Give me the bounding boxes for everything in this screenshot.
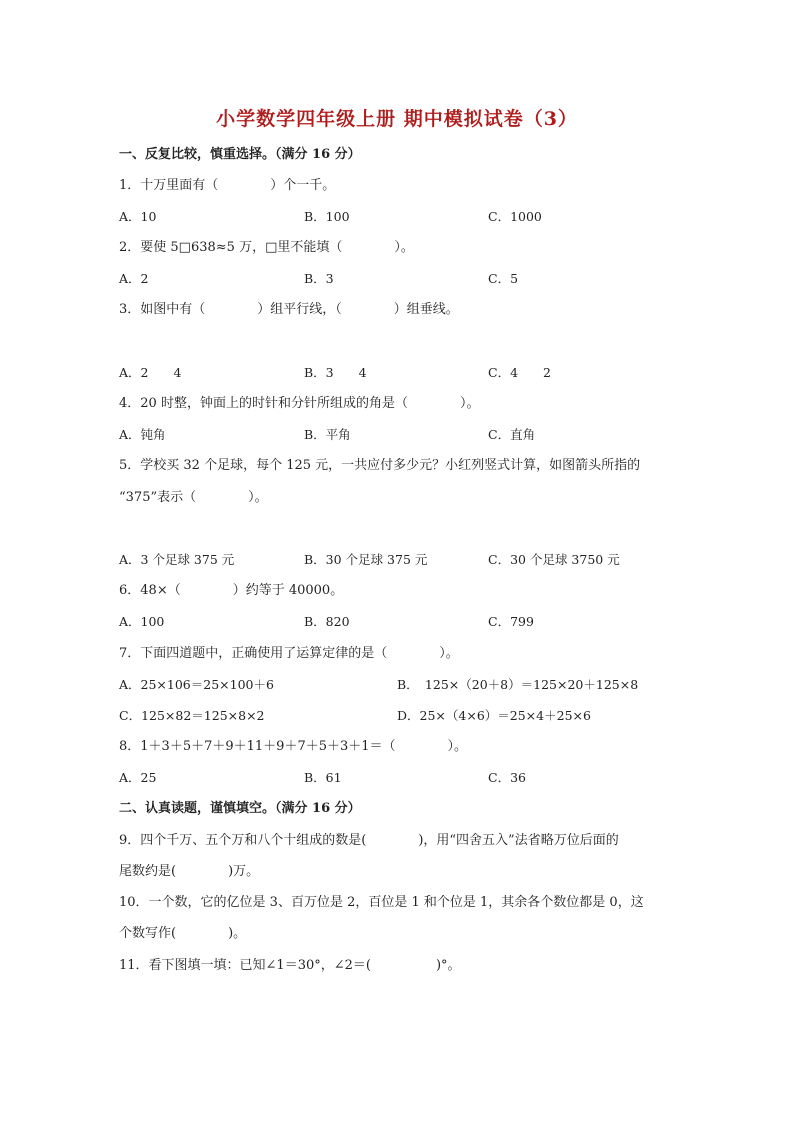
q7-option-b: B． 125×（20＋8）＝125×20＋125×8 <box>397 677 639 692</box>
question-5-line-2: “375”表示（ ）。 <box>119 490 268 505</box>
question-3: 3．如图中有（ ）组平行线，（ ）组垂线。 <box>119 302 459 317</box>
question-9-line-2: 尾数约是( )万。 <box>119 864 260 879</box>
question-6: 6．48×（ ）约等于 40000。 <box>119 583 344 598</box>
page-title: 小学数学四年级上册 期中模拟试卷（3） <box>216 108 578 130</box>
q8-option-c: C．36 <box>488 770 526 785</box>
q8-option-a: A．25 <box>119 770 157 785</box>
question-1: 1．十万里面有（ ）个一千。 <box>119 178 336 193</box>
q3-option-a: A．2 4 <box>119 365 182 380</box>
question-10-line-2: 个数写作( )。 <box>119 926 247 941</box>
q3-option-b: B．3 4 <box>304 365 367 380</box>
question-2: 2．要使 5□638≈5 万，□里不能填（ ）。 <box>119 240 414 255</box>
q2-option-a: A．2 <box>119 271 149 286</box>
q6-option-a: A．100 <box>119 614 165 629</box>
q6-option-c: C．799 <box>488 614 534 629</box>
question-11: 11．看下图填一填：已知∠1＝30°，∠2＝( )°。 <box>119 958 461 973</box>
q4-option-c: C．直角 <box>488 427 536 442</box>
question-5-line-1: 5．学校买 32 个足球，每个 125 元，一共应付多少元？小红列竖式计算，如图箭头所指的 <box>119 458 641 473</box>
question-10-line-1: 10．一个数，它的亿位是 3、百万位是 2，百位是 1 和个位是 1，其余各个数位都是 0，这 <box>119 895 644 910</box>
section-1-heading: 一、反复比较，慎重选择。（满分 16 分） <box>119 147 361 162</box>
q7-option-a: A．25×106＝25×100＋6 <box>119 677 274 692</box>
q1-option-b: B．100 <box>304 209 350 224</box>
q1-option-a: A．10 <box>119 209 157 224</box>
q7-option-c: C．125×82＝125×8×2 <box>119 708 265 723</box>
question-9-line-1: 9．四个千万、五个万和八个十组成的数是( )，用“四舍五入”法省略万位后面的 <box>119 833 619 848</box>
question-8: 8．1＋3＋5＋7＋9＋11＋9＋7＋5＋3＋1＝（ ）。 <box>119 739 468 754</box>
question-4: 4．20 时整，钟面上的时针和分针所组成的角是（ ）。 <box>119 396 480 411</box>
q7-option-d: D．25×（4×6）＝25×4＋25×6 <box>397 708 591 723</box>
section-2-heading: 二、认真读题，谨慎填空。（满分 16 分） <box>119 801 361 816</box>
q5-option-a: A．3 个足球 375 元 <box>119 552 235 567</box>
q2-option-c: C．5 <box>488 271 519 286</box>
q4-option-a: A．钝角 <box>119 427 166 442</box>
q6-option-b: B．820 <box>304 614 350 629</box>
q4-option-b: B．平角 <box>304 427 351 442</box>
q5-option-b: B．30 个足球 375 元 <box>304 552 428 567</box>
q8-option-b: B．61 <box>304 770 342 785</box>
q2-option-b: B．3 <box>304 271 334 286</box>
q3-option-c: C．4 2 <box>488 365 551 380</box>
question-7: 7．下面四道题中，正确使用了运算定律的是（ ）。 <box>119 646 459 661</box>
q1-option-c: C．1000 <box>488 209 542 224</box>
q5-option-c: C．30 个足球 3750 元 <box>488 552 620 567</box>
